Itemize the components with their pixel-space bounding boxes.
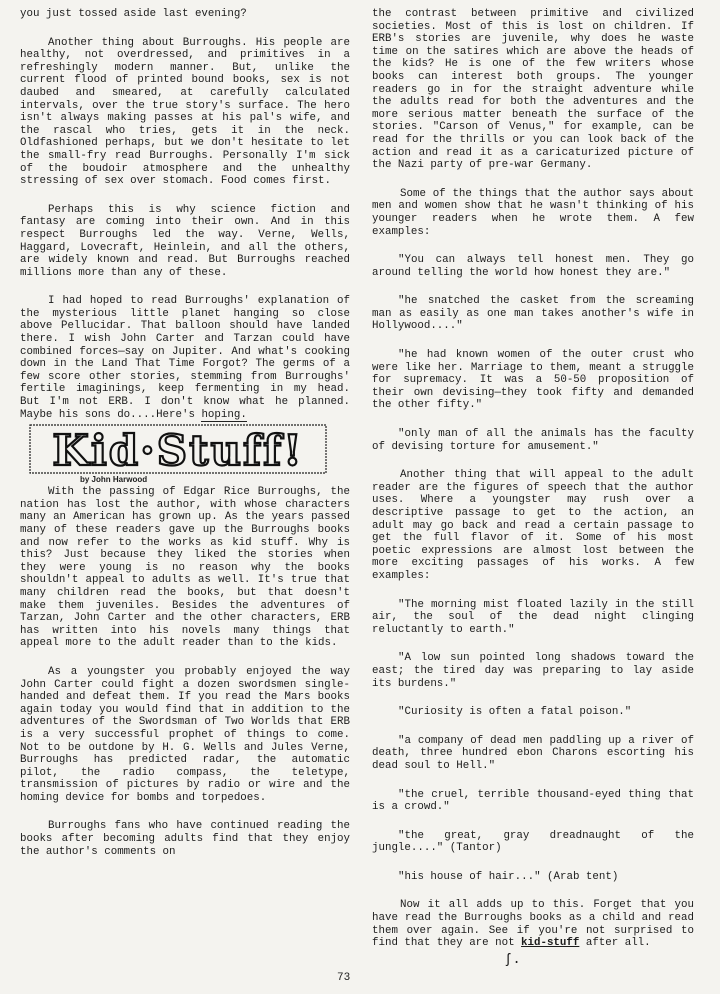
- paragraph: As a youngster you probably enjoyed the way John Carter could fight a dozen swordsmen single-handed and defeat them. If you read the Mars books again today you would find that in addition to the adventures of the Swordsman of Two Worlds that ERB is a very successful prophet of things to come. Not to be outdone by H. G. Wells and Jules Verne, Burroughs has predicted radar, the automatic pilot, the radio compass, the teletype, transmission of pictures by radio or wire and the homing device for bombs and torpedoes.: [20, 665, 350, 804]
- title-lettering: [28, 423, 328, 475]
- paragraph: With the passing of Edgar Rice Burroughs, the nation has lost the author, with whose characters many an American has grown up. As the years passed many of these readers gave up the Burroughs books and now refer to the works as kid stuff. Why is this? Just because they liked the stories when they were young is no reason why the books shouldn't appeal to adults as well. It's true that many children read the books, but that doesn't make them juveniles. Besides the adventures of Tarzan, John Carter and the other characters, ERB has written into his novels many things that appeal more to the adult reader than to the kids.: [20, 486, 350, 650]
- quote: "the great, gray dreadnaught of the jungle...." (Tantor): [372, 829, 694, 855]
- quote: "Curiosity is often a fatal poison.": [398, 706, 632, 719]
- article-title: [28, 423, 328, 475]
- paragraph: Some of the things that the author says about men and women show that he wasn't thinking of his younger readers when he wrote them. A few examples:: [372, 187, 694, 238]
- quote: "The morning mist floated lazily in the still air, the soul of the dead night clinging reluctantly to earth.": [372, 598, 694, 636]
- svg-text:Kid·Stuff!: Kid·Stuff!: [52, 426, 304, 476]
- paragraph: Burroughs fans who have continued reading the books after becoming adults find that they enjoy the author's comments on: [20, 820, 350, 858]
- right-column: [372, 8, 694, 968]
- paragraph: the contrast between primitive and civilized societies. Most of this is lost on children. If ERB's stories are juvenile, why does he waste time on the satires which are above the heads of the kids? He is one of the few writers whose books can interest both groups. The younger readers go in for the straight adventure while the adults read for both the adventures and the more serious matter beneath the surface of the stories. "Carson of Venus," for example, can be read for the thrills or you can look back of the action and read it as a caricaturized picture of the Nazi party of pre-war Germany.: [372, 8, 694, 172]
- emphasis-kid-stuff: kid-stuff: [521, 937, 580, 950]
- paragraph: Another thing that will appeal to the adult reader are the figures of speech that the author uses. Where a youngster may rush over a descriptive passage to get to the action, an adult may go back and read a certain passage to get the full flavor of it. Some of his most poetic expressions are almost lost between the more exciting passages of his works. A few examples:: [372, 469, 694, 582]
- left-column: [20, 8, 350, 874]
- paragraph: you just tossed aside last evening?: [20, 8, 247, 20]
- paragraph: Perhaps this is why science fiction and fantasy are coming into their own. And in this respect Burroughs led the way. Verne, Wells, Haggard, Lovecraft, Heinlein, and all the others, are widely known and read. But Burroughs reached millions more than any of these.: [20, 203, 350, 279]
- paragraph-text: Now it all adds up to this. Forget that you have read the Burroughs books as a child and read them over again. See if you're not surprised to find that they are not: [372, 899, 694, 950]
- quote: "he had known women of the outer crust who were like her. Marriage to them, meant a struggle for supremacy. It was a 50-50 proposition of their own devising—they took fifty and demanded the other fifty.": [372, 349, 694, 412]
- quote: "a company of dead men paddling up a river of death, three hundred ebon Charons escorting his dead soul to Hell.": [372, 734, 694, 772]
- byline: by John Harwood: [80, 475, 148, 485]
- paragraph-text: I had hoped to read Burroughs' explanation of the mysterious little planet hanging so close above Pellucidar. That balloon should have landed there. I wish John Carter and Tarzan could have combined forces—say on Jupiter. And what's cooking down in the Land That Time Forgot? The germs of a few score other stories, stemming from Burroughs' fertile imaginings, keep fermenting in my head. But I'm not ERB. I don't know what he planned. Maybe his sons do....Here's: [20, 295, 350, 421]
- paragraph: [372, 899, 694, 949]
- paragraph: [20, 295, 350, 421]
- quote: "only man of all the animals has the faculty of devising torture for amusement.": [372, 428, 694, 453]
- quote: "the cruel, terrible thousand-eyed thing that is a crowd.": [372, 788, 694, 814]
- page-number: 73: [337, 972, 351, 984]
- quote: "You can always tell honest men. They go around telling the world how honest they are.": [372, 254, 694, 279]
- signature-mark: ʃ.: [504, 951, 521, 968]
- quote: "A low sun pointed long shadows toward the east; the tired day was preparing to lay aside its burdens.": [372, 652, 694, 690]
- quote: "he snatched the casket from the screaming man as easily as one man takes another's wife in Hollywood....": [372, 295, 694, 333]
- paragraph-tail: after all.: [585, 937, 651, 950]
- paragraph-end: hoping.: [201, 408, 247, 421]
- quote: "his house of hair..." (Arab tent): [398, 870, 619, 883]
- paragraph: Another thing about Burroughs. His people are healthy, not overdressed, and primitives in a refreshingly modern manner. But, unlike the current flood of printed bound books, sex is not daubed and smeared, at carefully calculated intervals, over the true story's surface. The hero isn't always making passes at his pal's wife, and the rascal who tries, gets it in the neck. Oldfashioned perhaps, but we don't hesitate to let the small-fry read Burroughs. Personally I'm sick of the boudoir atmosphere and the unhealthy stressing of sex over stomach. Food comes first.: [20, 36, 350, 188]
